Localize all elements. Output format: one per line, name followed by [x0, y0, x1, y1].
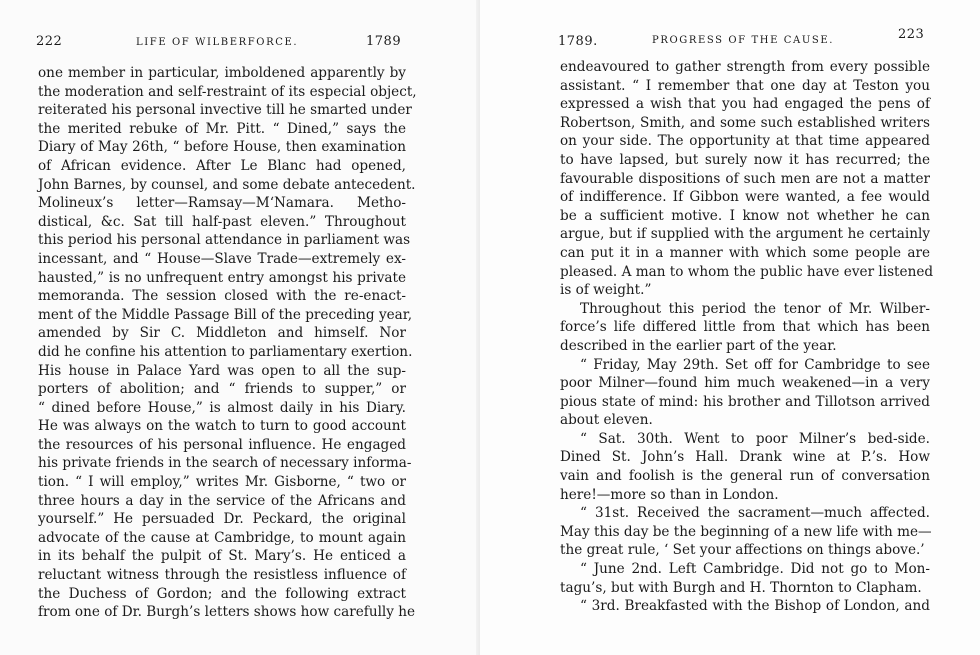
- text-line: tion. “ I will employ,” writes Mr. Gisborne, “ two or: [38, 474, 406, 491]
- text-line: poor Milner—found him much weakened—in a very: [560, 375, 930, 392]
- right-running-title: PROGRESS OF THE CAUSE.: [652, 35, 834, 46]
- text-line: in its behalf the pulpit of St. Mary’s. He enticed a: [38, 548, 406, 565]
- text-line: is of weight.”: [560, 282, 652, 299]
- text-line: of indifference. If Gibbon were wanted, a fee would: [560, 189, 930, 206]
- text-line: amended by Sir C. Middleton and himself. Nor: [38, 325, 406, 342]
- text-line: His house in Palace Yard was open to all the sup-: [38, 362, 406, 379]
- text-line: of African evidence. After Le Blanc had opened,: [38, 157, 406, 174]
- left-running-title: LIFE OF WILBERFORCE.: [136, 37, 299, 48]
- text-line: pious state of mind: his brother and Tillotson arrived: [560, 393, 930, 410]
- text-line: “ dined before House,” is almost daily in his Diary.: [38, 399, 406, 416]
- text-line: expressed a wish that you had engaged the pens of: [560, 96, 930, 113]
- text-line: the Duchess of Gordon; and the following extract: [38, 585, 406, 602]
- text-line: Molineux’s letter—Ramsay—M‘Namara. Metho-: [38, 195, 406, 212]
- left-page-number: 222: [36, 34, 63, 49]
- text-line: described in the earlier part of the year.: [560, 337, 837, 354]
- text-line: “ Sat. 30th. Went to poor Milner’s bed-side.: [580, 430, 930, 447]
- text-line: can put it in a manner with which some people are: [560, 244, 930, 261]
- text-line: endeavoured to gather strength from every possible: [560, 59, 930, 75]
- text-line: his private friends in the search of necessary informa-: [38, 455, 412, 472]
- left-page: [0, 0, 480, 655]
- text-line: Dined St. John’s Hall. Drank wine at P.’s. How: [560, 449, 930, 466]
- text-line: incessant, and “ House—Slave Trade—extremely ex-: [38, 250, 406, 267]
- text-line: the great rule, ‘ Set your affections on things above.’: [560, 542, 925, 559]
- text-line: the moderation and self-restraint of its especial object,: [38, 83, 417, 100]
- text-line: about eleven.: [560, 412, 653, 429]
- text-line: here!—more so than in London.: [560, 486, 779, 503]
- text-line: He was always on the watch to turn to good account: [38, 418, 406, 435]
- text-line: reluctant witness through the resistless influence of: [38, 567, 406, 584]
- text-line: hausted,” is no unfrequent entry amongst his private: [38, 269, 406, 286]
- text-line: memoranda. The session closed with the re-enact-: [38, 288, 406, 305]
- text-line: “ 31st. Received the sacrament—much affected.: [580, 505, 930, 522]
- text-line: did he confine his attention to parliamentary exertion.: [38, 343, 413, 360]
- text-line: assistant. “ I remember that one day at Teston you: [560, 77, 930, 94]
- text-line: John Barnes, by counsel, and some debate antecedent.: [38, 176, 416, 193]
- text-line: argue, but if supplied with the argument he certainly: [560, 226, 930, 243]
- text-line: vain and foolish is the general run of conversation: [560, 468, 930, 485]
- right-page-number: 223: [898, 27, 925, 42]
- text-line: reiterated his personal invective till he smarted under: [38, 102, 412, 119]
- right-page-text: [560, 58, 934, 616]
- text-line: force’s life differed little from that which has been: [560, 319, 930, 336]
- text-line: “ Friday, May 29th. Set off for Cambridge to see: [580, 356, 930, 373]
- text-line: the merited rebuke of Mr. Pitt. “ Dined,” says the: [38, 120, 406, 137]
- text-line: favourable dispositions of such men are not a matter: [560, 170, 930, 187]
- text-line: to have lapsed, but surely now it has recurred; the: [560, 151, 930, 168]
- text-line: this period his personal attendance in parliament was: [38, 232, 411, 249]
- text-line: advocate of the cause at Cambridge, to mount again: [38, 529, 406, 546]
- text-line: “ June 2nd. Left Cambridge. Did not go to Mon-: [580, 561, 930, 578]
- text-line: “ 3rd. Breakfasted with the Bishop of London, and: [580, 598, 930, 615]
- left-year: 1789: [366, 34, 402, 49]
- text-line: Diary of May 26th, “ before House, then examination: [38, 139, 406, 156]
- left-page-text: [38, 64, 417, 622]
- text-line: Throughout this period the tenor of Mr. Wilber-: [580, 300, 930, 317]
- text-line: on your side. The opportunity at that time appeared: [560, 133, 930, 150]
- text-line: porters of abolition; and “ friends to supper,” or: [38, 381, 406, 398]
- text-line: one member in particular, imboldened apparently by: [38, 65, 406, 81]
- text-line: three hours a day in the service of the Africans and: [38, 492, 406, 509]
- text-line: from one of Dr. Burgh’s letters shows how carefully he: [38, 604, 416, 621]
- text-line: the resources of his personal influence. He engaged: [38, 436, 406, 453]
- text-line: yourself.” He persuaded Dr. Peckard, the original: [38, 511, 406, 528]
- text-line: be a sufficient motive. I know not whether he can: [560, 207, 930, 224]
- text-line: May this day be the beginning of a new life with me—: [560, 523, 932, 540]
- text-line: pleased. A man to whom the public have ever listened: [560, 263, 934, 280]
- text-line: ment of the Middle Passage Bill of the preceding year,: [38, 306, 413, 323]
- right-year: 1789.: [558, 34, 598, 49]
- text-line: tagu’s, but with Burgh and H. Thornton to Clapham.: [560, 579, 922, 596]
- text-line: Robertson, Smith, and some such established writers: [560, 114, 930, 131]
- text-line: distical, &c. Sat till half-past eleven.” Throughout: [38, 213, 406, 230]
